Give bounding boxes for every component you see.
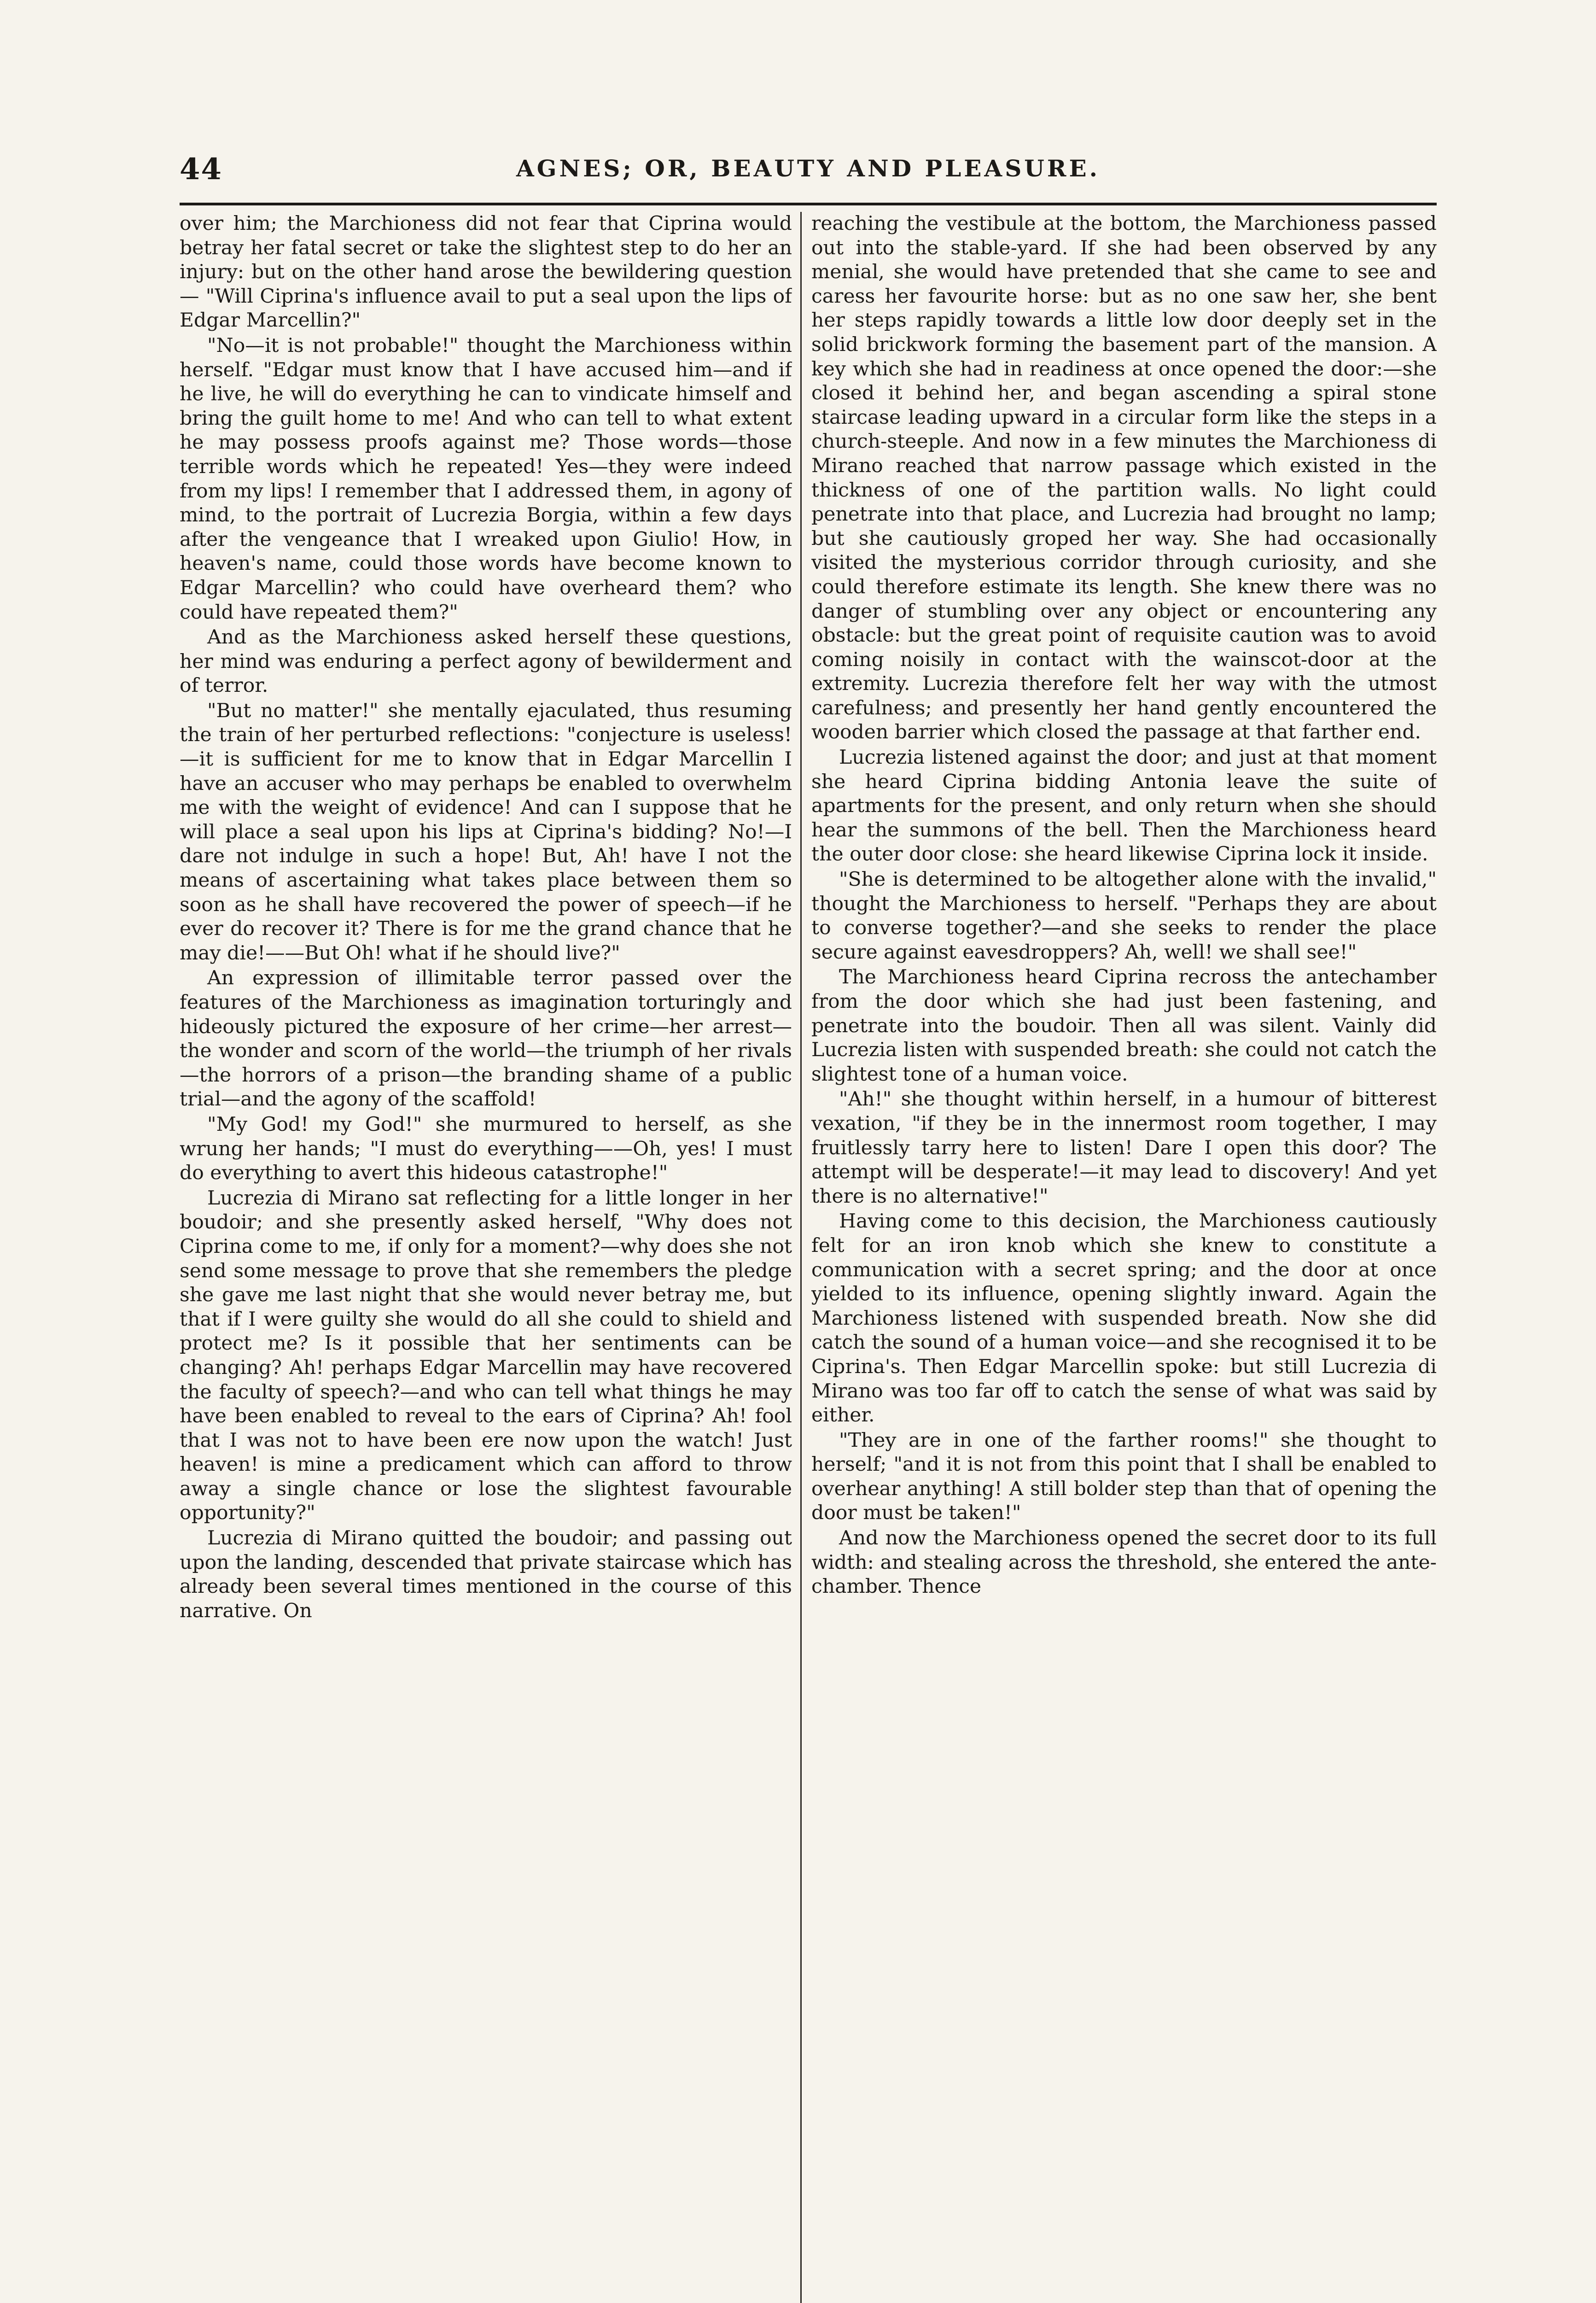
paragraph: The Marchioness heard Ciprina recross the antechamber from the door which she had just been fastening, and penetrate into the boudoir. Then all was silent. Vainly did Lucrezia listen with suspended breath: she could not catch the slightest tone of a human voice. [811, 966, 1437, 1086]
paragraph: over him; the Marchioness did not fear that Ciprina would betray her fatal secret or take the slightest step to do her an injury: but on the other hand arose the bewildering question — "Will Ciprina's influence avail to put a seal upon the lips of Edgar Marcellin?" [180, 212, 792, 332]
header-rule [180, 203, 1437, 205]
left-column [180, 212, 792, 2303]
page-number: 44 [180, 152, 223, 187]
paragraph: An expression of illimitable terror passed over the features of the Marchioness as imagination torturingly and hideously pictured the exposure of her crime—her arrest—the wonder and scorn of the world—the triumph of her rivals—the horrors of a prison—the branding shame of a public trial—and the agony of the scaffold! [180, 967, 792, 1111]
page-header [180, 152, 1437, 203]
column-divider [800, 212, 802, 2303]
paragraph: And now the Marchioness opened the secret door to its full width: and stealing across the threshold, she entered the ante-chamber. Thence [811, 1527, 1437, 1598]
right-column [811, 212, 1437, 2303]
paragraph: "No—it is not probable!" thought the Marchioness within herself. "Edgar must know that I have accused him—and if he live, he will do everything he can to vindicate himself and bring the guilt home to me! And who can tell to what extent he may possess proofs against me? Those words—those terrible words which he repeated! Yes—they were indeed from my lips! I remember that I addressed them, in agony of mind, to the portrait of Lucrezia Borgia, within a few days after the vengeance that I wreaked upon Giulio! How, in heaven's name, could those words have become known to Edgar Marcellin? who could have overheard them? who could have repeated them?" [180, 334, 792, 624]
paragraph: Lucrezia di Mirano sat reflecting for a little longer in her boudoir; and she presently asked herself, "Why does not Ciprina come to me, if only for a moment?—why does she not send some message to prove that she remembers the pledge she gave me last night that she would never betray me, but that if I were guilty she would do all she could to shield and protect me? Is it possible that her sentiments can be changing? Ah! perhaps Edgar Marcellin may have recovered the faculty of speech?—and who can tell what things he may have been enabled to reveal to the ears of Ciprina? Ah! fool that I was not to have been ere now upon the watch! Just heaven! is mine a predicament which can afford to throw away a single chance or lose the slightest favourable opportunity?" [180, 1187, 792, 1525]
running-title: AGNES; OR, BEAUTY AND PLEASURE. [516, 155, 1100, 182]
paragraph: Lucrezia di Mirano quitted the boudoir; and passing out upon the landing, descended that private staircase which has already been several times mentioned in the course of this narrative. On [180, 1527, 792, 1622]
paragraph: "My God! my God!" she murmured to herself, as she wrung her hands; "I must do everything——Oh, yes! I must do everything to avert this hideous catastrophe!" [180, 1113, 792, 1185]
paragraph: Lucrezia listened against the door; and just at that moment she heard Ciprina bidding Antonia leave the suite of apartments for the present, and only return when she should hear the summons of the bell. Then the Marchioness heard the outer door close: she heard likewise Ciprina lock it inside. [811, 746, 1437, 866]
paragraph: Having come to this decision, the Marchioness cautiously felt for an iron knob which she knew to constitute a communication with a secret spring; and the door at once yielded to its influence, opening slightly inward. Again the Marchioness listened with suspended breath. Now she did catch the sound of a human voice—and she recognised it to be Ciprina's. Then Edgar Marcellin spoke: but still Lucrezia di Mirano was too far off to catch the sense of what was said by either. [811, 1210, 1437, 1427]
paragraph: "She is determined to be altogether alone with the invalid," thought the Marchioness to herself. "Perhaps they are about to converse together?—and she seeks to render the place secure against eavesdroppers? Ah, well! we shall see!" [811, 868, 1437, 964]
paragraph: reaching the vestibule at the bottom, the Marchioness passed out into the stable-yard. If she had been observed by any menial, she would have pretended that she came to see and caress her favourite horse: but as no one saw her, she bent her steps rapidly towards a little low door deeply set in the solid brickwork forming the basement part of the mansion. A key which she had in readiness at once opened the door:—she closed it behind her, and began ascending a spiral stone staircase leading upward in a circular form like the steps in a church-steeple. And now in a few minutes the Marchioness di Mirano reached that narrow passage which existed in the thickness of one of the partition walls. No light could penetrate into that place, and Lucrezia had brought no lamp; but she cautiously groped her way. She had occasionally visited the mysterious corridor through curiosity, and she could therefore estimate its length. She knew there was no danger of stumbling over any object or encountering any obstacle: but the great point of requisite caution was to avoid coming noisily in contact with the wainscot-door at the extremity. Lucrezia therefore felt her way with the utmost carefulness; and presently her hand gently encountered the wooden barrier which closed the passage at that farther end. [811, 212, 1437, 744]
paragraph: "They are in one of the farther rooms!" she thought to herself; "and it is not from this point that I shall be enabled to overhear anything! A still bolder step than that of opening the door must be taken!" [811, 1429, 1437, 1525]
paragraph: And as the Marchioness asked herself these questions, her mind was enduring a perfect agony of bewilderment and of terror. [180, 626, 792, 697]
paragraph: "But no matter!" she mentally ejaculated, thus resuming the train of her perturbed reflections: "conjecture is useless!—it is sufficient for me to know that in Edgar Marcellin I have an accuser who may perhaps be enabled to overwhelm me with the weight of evidence! And can I suppose that he will place a seal upon his lips at Ciprina's bidding? No!—I dare not indulge in such a hope! But, Ah! have I not the means of ascertaining what takes place between them so soon as he shall have recovered the power of speech—if he ever do recover it? There is for me the grand chance that he may die!——But Oh! what if he should live?" [180, 699, 792, 964]
paragraph: "Ah!" she thought within herself, in a humour of bitterest vexation, "if they be in the innermost room together, I may fruitlessly tarry here to listen! Dare I open this door? The attempt will be desperate!—it may lead to discovery! And yet there is no alternative!" [811, 1088, 1437, 1208]
